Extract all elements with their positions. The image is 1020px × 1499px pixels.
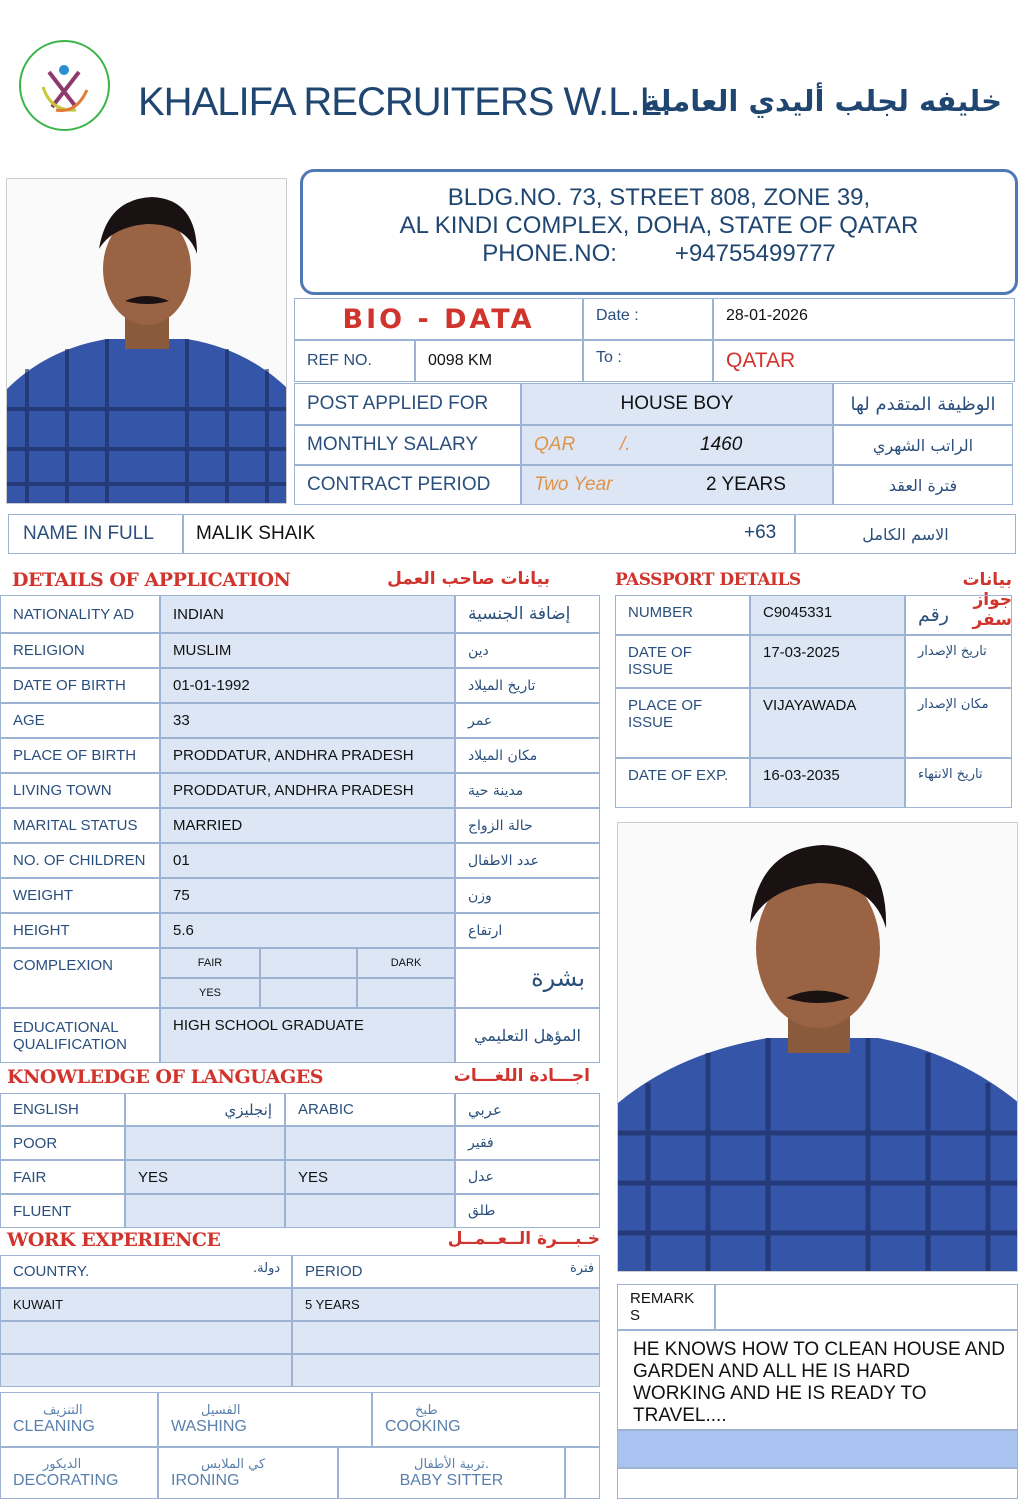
field-value: 01 [160,843,455,878]
period-label: PERIOD [292,1255,600,1288]
contract-label-arabic: فترة العقد [833,465,1013,505]
complexion-label: COMPLEXION [0,948,160,1008]
candidate-photo-large [617,822,1018,1272]
passport-section-title-arabic: بيانات جواز سفر [962,570,1012,630]
name-code: +63 [744,522,777,543]
passport-label-arabic: تاريخ الإصدار [905,635,1012,688]
passport-section-title: PASSPORT DETAILS [615,570,801,590]
address-line-2: AL KINDI COMPLEX, DOHA, STATE OF QATAR [399,212,919,239]
field-value: MARRIED [160,808,455,843]
field-label: PLACE OF BIRTH [0,738,160,773]
field-label-arabic: ارتفاع [455,913,600,948]
field-label-arabic: وزن [455,878,600,913]
languages-section-title: KNOWLEDGE OF LANGUAGES [7,1066,323,1088]
passport-value: 16-03-2035 [750,758,905,808]
company-logo [19,40,110,131]
application-section-title-arabic: بيانات صاحب العمل [387,569,550,589]
work-country [0,1321,292,1354]
country-label-arabic: دولة. [253,1261,281,1276]
post-label-arabic: الوظيفة المتقدم لها [833,383,1013,425]
skill-english: COOKING [385,1418,461,1435]
work-section-title: WORK EXPERIENCE [7,1229,221,1251]
salary-label: MONTHLY SALARY [294,425,521,465]
candidate-photo [6,178,287,504]
work-section-title-arabic: خـبـــرة الــعــمــل [447,1229,600,1249]
field-label-arabic: مدينة حية [455,773,600,808]
english-level: YES [125,1160,285,1194]
education-value: HIGH SCHOOL GRADUATE [160,1008,455,1063]
complexion-fair: FAIR [160,948,260,978]
skill-english: CLEANING [13,1418,95,1435]
education-label: EDUCATIONAL QUALIFICATION [0,1008,160,1063]
skill-arabic: الفسيل [201,1403,241,1418]
contract-period: 2 YEARS [706,474,786,495]
skill-english: BABY SITTER [399,1471,504,1489]
work-period: 5 YEARS [292,1288,600,1321]
salary-currency: QAR [534,434,576,455]
languages-section-title-arabic: اجـــادة اللغـــات [453,1066,590,1086]
period-label-arabic: فترة [570,1261,595,1276]
skill-english: DECORATING [13,1471,119,1489]
english-level [125,1194,285,1228]
language-header: ARABIC [285,1093,455,1126]
post-value: HOUSE BOY [521,383,833,425]
field-label: HEIGHT [0,913,160,948]
ref-label: REF NO. [294,340,415,382]
complexion-dark: DARK [357,948,455,978]
country-label: COUNTRY. [0,1255,292,1288]
name-label: NAME IN FULL [8,514,183,554]
language-level-arabic: طلق [455,1194,600,1228]
field-value: INDIAN [160,595,455,633]
skill-baby-sitter [338,1447,565,1499]
language-header: ENGLISH [0,1093,125,1126]
field-label: WEIGHT [0,878,160,913]
field-value: PRODDATUR, ANDHRA PRADESH [160,773,455,808]
passport-label-arabic: مكان الإصدار [905,688,1012,758]
field-label-arabic: تاريخ الميلاد [455,668,600,703]
field-label: MARITAL STATUS [0,808,160,843]
phone-number: +94755499777 [674,240,836,267]
skill-arabic: .تربية الأطفال [414,1456,489,1472]
arabic-level: YES [285,1160,455,1194]
destination-value: QATAR [713,340,1015,382]
education-label-arabic: المؤهل التعليمي [455,1008,600,1063]
field-value: MUSLIM [160,633,455,668]
salary-value [521,425,833,465]
complexion-cell [260,948,357,978]
passport-label-arabic: تاريخ الانتهاء [905,758,1012,808]
field-label-arabic: حالة الزواج [455,808,600,843]
work-period [292,1321,600,1354]
remarks-blue-row [617,1430,1018,1468]
complexion-cell [260,978,357,1008]
passport-value: VIJAYAWADA [750,688,905,758]
work-country: KUWAIT [0,1288,292,1321]
field-label-arabic: عدد الاطفال [455,843,600,878]
language-level: FAIR [0,1160,125,1194]
passport-label: NUMBER [615,595,750,635]
to-label: To : [583,340,713,382]
salary-label-arabic: الراتب الشهري [833,425,1013,465]
skill-ironing [158,1447,338,1499]
salary-amount: 1460 [700,434,743,455]
skill-english: IRONING [171,1471,240,1489]
field-label-arabic: مكان الميلاد [455,738,600,773]
skill-arabic: الديكور [43,1456,82,1472]
post-label: POST APPLIED FOR [294,383,521,425]
address-box [300,169,1018,295]
complexion-fair-value: YES [160,978,260,1008]
passport-label: DATE OF ISSUE [615,635,750,688]
skill-washing [158,1392,372,1447]
skill-decorating [0,1447,158,1499]
skill-cooking [372,1392,600,1447]
arabic-level [285,1194,455,1228]
contract-label: CONTRACT PERIOD [294,465,521,505]
remarks-cell [715,1284,1018,1330]
phone-label: PHONE.NO: [482,240,617,267]
date-value: 28-01-2026 [713,298,1015,340]
ref-value: 0098 KM [415,340,583,382]
field-value: 01-01-1992 [160,668,455,703]
language-level-arabic: عدل [455,1160,600,1194]
skill-arabic: طبخ [415,1403,438,1418]
language-level: FLUENT [0,1194,125,1228]
skill-arabic: كي الملابس [201,1456,266,1472]
work-period [292,1354,600,1387]
company-name-arabic: خليفه لجلب أليدي العاملة [642,84,1002,118]
language-level: POOR [0,1126,125,1160]
field-label: AGE [0,703,160,738]
field-label: NATIONALITY AD [0,595,160,633]
field-label: RELIGION [0,633,160,668]
passport-value: C9045331 [750,595,905,635]
language-level-arabic: فقير [455,1126,600,1160]
remarks-text: HE KNOWS HOW TO CLEAN HOUSE AND GARDEN AND ALL HE IS HARD WORKING AND HE IS READY TO TRAVEL.... [617,1330,1018,1430]
date-label: Date : [583,298,713,340]
salary-separator: /. [620,434,631,455]
name-value: MALIK SHAIK [183,514,795,554]
contract-value [521,465,833,505]
contract-hint: Two Year [534,474,613,495]
passport-value: 17-03-2025 [750,635,905,688]
field-value: 75 [160,878,455,913]
name-label-arabic: الاسم الكامل [795,514,1016,554]
field-label-arabic: دين [455,633,600,668]
field-label-arabic: عمر [455,703,600,738]
passport-label: PLACE OF ISSUE [615,688,750,758]
work-country [0,1354,292,1387]
skill-empty [565,1447,600,1499]
skill-english: WASHING [171,1418,247,1435]
remarks-label: REMARK S [617,1284,715,1330]
field-label-arabic: إضافة الجنسية [455,595,600,633]
skill-arabic: التنزيف [43,1403,83,1418]
field-label: NO. OF CHILDREN [0,843,160,878]
arabic-level [285,1126,455,1160]
language-header: عربي [455,1093,600,1126]
remarks-empty-row [617,1468,1018,1499]
field-value: 33 [160,703,455,738]
application-section-title: DETAILS OF APPLICATION [12,569,291,591]
skill-cleaning [0,1392,158,1447]
address-line-1: BLDG.NO. 73, STREET 808, ZONE 39, [447,184,871,211]
field-value: 5.6 [160,913,455,948]
field-label: LIVING TOWN [0,773,160,808]
english-level [125,1126,285,1160]
field-value: PRODDATUR, ANDHRA PRADESH [160,738,455,773]
complexion-cell [357,978,455,1008]
company-name: KHALIFA RECRUITERS W.L.L. [138,80,671,124]
language-header: إنجليزي [125,1093,285,1126]
biodata-title: BIO - DATA [294,298,583,340]
passport-label: DATE OF EXP. [615,758,750,808]
passport-label-arabic: رقم [905,595,1012,635]
field-label: DATE OF BIRTH [0,668,160,703]
complexion-label-arabic: بشرة [455,948,600,1008]
